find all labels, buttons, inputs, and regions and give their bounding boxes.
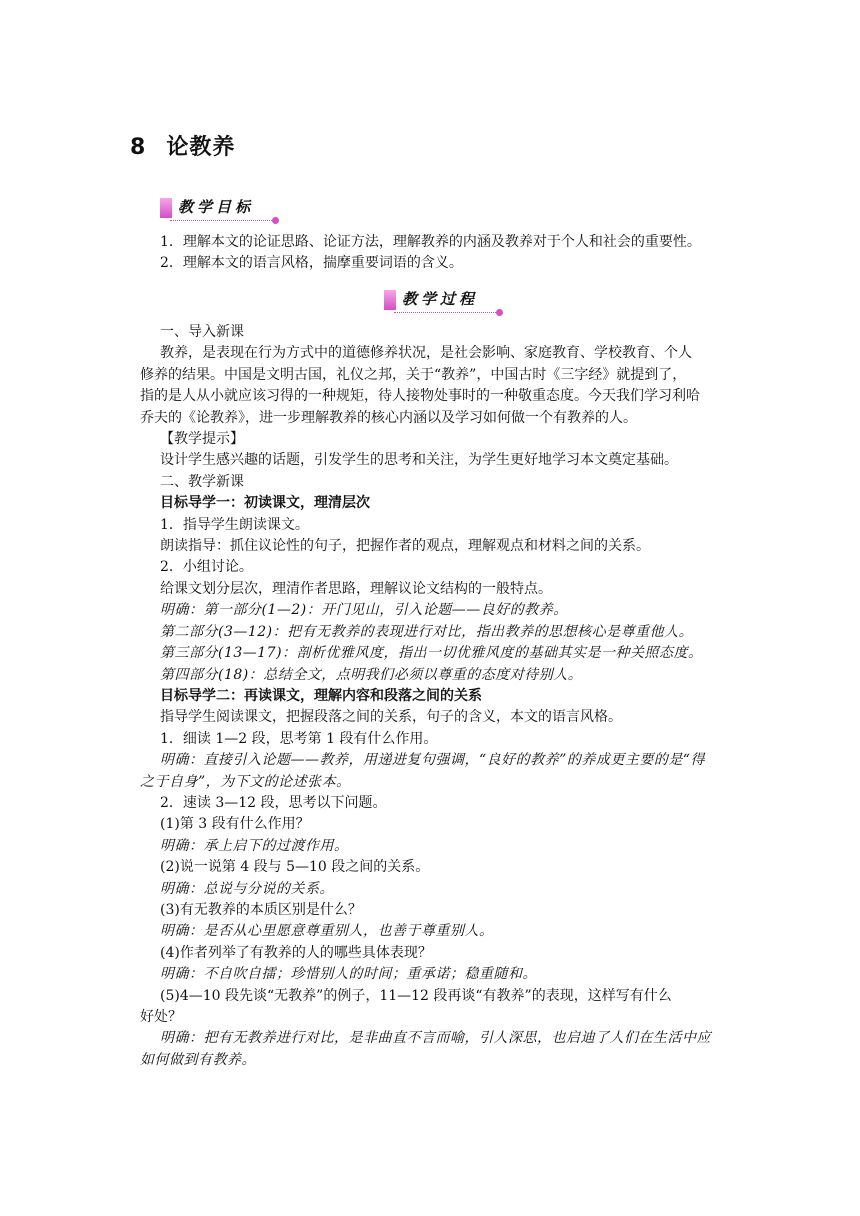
- paragraph-line: 修养的结果。中国是文明古国，礼仪之邦，关于“教养”，中国古时《三字经》就提到了，: [140, 366, 687, 383]
- question-line: (3)有无教养的本质区别是什么？: [160, 901, 362, 918]
- banner-label: 教学目标: [178, 198, 255, 216]
- tip-heading: 【教学提示】: [160, 431, 244, 448]
- question-line: (4)作者列举了有教养的人的哪些具体表现？: [160, 944, 432, 961]
- lesson-number: 8: [130, 135, 147, 160]
- teaching-goals-banner: [160, 196, 285, 226]
- answer-line: 明确：不自吹自擂；珍惜别人的时间；重承诺；稳重随和。: [160, 966, 537, 983]
- banner-dot: [496, 309, 503, 316]
- banner-label: 教学过程: [402, 290, 479, 308]
- paragraph-line: 指导学生阅读课文，把握段落之间的关系，句子的含义，本文的语言风格。: [160, 709, 622, 726]
- lesson-title-text: 论教养: [166, 135, 236, 160]
- paragraph-line: 乔夫的《论教养》，进一步理解教养的核心内涵以及学习如何做一个有教养的人。: [140, 409, 637, 426]
- paragraph-line: 指的是人从小就应该习得的一种规矩，待人接物处事时的一种敬重态度。今天我们学习利哈: [140, 388, 700, 405]
- answer-line: 明确：是否从心里愿意尊重别人，也善于尊重别人。: [160, 923, 494, 940]
- question-line: (1)第 3 段有什么作用？: [160, 816, 310, 833]
- banner-accent-bar: [160, 198, 172, 218]
- goal-item: 1．理解本文的论证思路、论证方法，理解教养的内涵及教养对于个人和社会的重要性。: [160, 234, 701, 250]
- section-heading: 一、导入新课: [160, 324, 244, 340]
- answer-line: 明确：承上启下的过渡作用。: [160, 837, 349, 854]
- paragraph-line: 设计学生感兴趣的话题，引发学生的思考和关注，为学生更好地学习本文奠定基础。: [160, 452, 678, 469]
- goal-guide-heading: 目标导学二：再读课文，理解内容和段落之间的关系: [160, 687, 482, 704]
- banner-dotted-line: [170, 220, 274, 221]
- goals-list: [140, 232, 740, 275]
- answer-line: 第二部分(3—12)：把有无教养的表现进行对比，指出教养的思想核心是尊重他人。: [160, 623, 694, 640]
- goal-item: 2．理解本文的语言风格，揣摩重要词语的含义。: [160, 255, 463, 272]
- paragraph-line: 2．小组讨论。: [160, 559, 253, 576]
- question-line: (5)4—10 段先谈“无教养”的例子，11—12 段再谈“有教养”的表现，这样写有什么: [160, 987, 672, 1004]
- paragraph-line: 1．指导学生朗读课文。: [160, 516, 309, 533]
- question-line: (2)说一说第 4 段与 5—10 段之间的关系。: [160, 859, 430, 876]
- banner-dotted-line: [394, 312, 498, 313]
- process-body: [140, 322, 740, 1071]
- paragraph-line: 教养，是表现在行为方式中的道德修养状况，是社会影响、家庭教育、学校教育、个人: [160, 345, 692, 362]
- answer-line: 如何做到有教养。: [140, 1051, 256, 1068]
- section-heading: 二、教学新课: [160, 473, 244, 490]
- answer-line: 明确：把有无教养进行对比，是非曲直不言而喻，引人深思，也启迪了人们在生活中应: [160, 1030, 711, 1047]
- teaching-process-banner: [384, 288, 509, 318]
- answer-line: 之于自身”，为下文的论述张本。: [140, 773, 351, 790]
- banner-accent-bar: [384, 290, 396, 310]
- answer-line: 明确：第一部分(1—2)：开门见山，引入论题——良好的教养。: [160, 602, 568, 619]
- banner-dot: [272, 217, 279, 224]
- answer-line: 第三部分(13—17)：剖析优雅风度，指出一切优雅风度的基础其实是一种关照态度。: [160, 645, 703, 662]
- question-line: 好处？: [140, 1009, 182, 1025]
- paragraph-line: 1．细读 1—2 段，思考第 1 段有什么作用。: [160, 730, 438, 747]
- answer-line: 明确：总说与分说的关系。: [160, 880, 334, 897]
- paragraph-line: 给课文划分层次，理清作者思路，理解议论文结构的一般特点。: [160, 580, 552, 597]
- lesson-title: [130, 130, 235, 161]
- paragraph-line: 朗读指导：抓住议论性的句子，把握作者的观点，理解观点和材料之间的关系。: [160, 538, 650, 555]
- answer-line: 第四部分(18)：总结全文，点明我们必须以尊重的态度对待别人。: [160, 666, 583, 683]
- paragraph-line: 2．速读 3—12 段，思考以下问题。: [160, 794, 387, 811]
- goal-guide-heading: 目标导学一：初读课文，理清层次: [160, 495, 370, 512]
- answer-line: 明确：直接引入论题——教养，用递进复句强调，“良好的教养”的养成更主要的是“得: [160, 752, 705, 769]
